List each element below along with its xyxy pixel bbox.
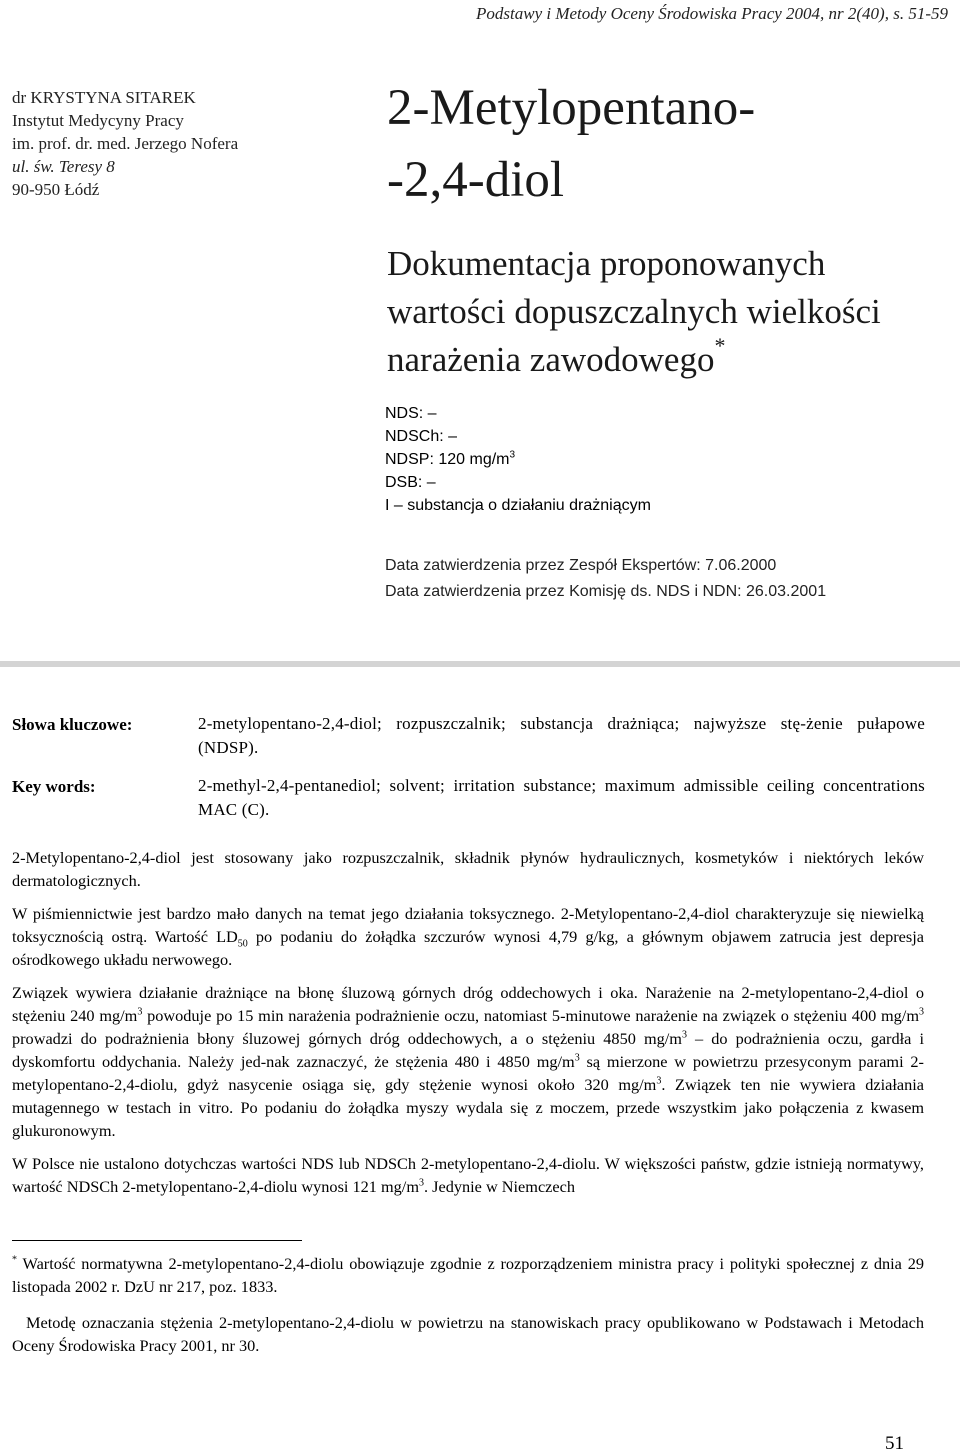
- paragraph-2-a: W piśmiennictwie jest bardzo mało danych na temat jego działania toksycznego. 2-Metylopentano-2,4-diol charakteryzuje się niewielką toksycznością ostrą. Wartość LD: [12, 904, 924, 946]
- paragraph-3-f: . Związek ten nie wywiera działania mutagennego w testach in vitro. Po podaniu do żołądka myszy wydala się z moczem, przede wszystkim jako połączenia z kwasem glukuronowym.: [12, 1075, 925, 1140]
- paragraph-3-a: Związek wywiera działanie drażniące na błonę śluzową górnych dróg oddechowych i oka. Narażenie na 2-metylopentano-2,4-diol o stężeniu 240 mg/m: [12, 983, 924, 1025]
- title-line-2: -2,4-diol: [387, 152, 565, 208]
- paragraph-3-d: – do podrażnienia oczu, gardła i dyskomfortu oddychania. Należy jed-nak zaznaczyć, że stężenia 480 i 4850 mg/m: [12, 1029, 924, 1071]
- author-institute: Instytut Medycyny Pracy: [12, 111, 184, 130]
- date-experts: Data zatwierdzenia przez Zespół Ekspertów: 7.06.2000: [385, 557, 777, 574]
- paragraph-4: [12, 1152, 924, 1198]
- paragraph-4-b: . Jedynie w Niemczech: [424, 1177, 575, 1196]
- exponent: 3: [137, 1006, 143, 1018]
- author-city: 90-950 Łódź: [12, 180, 100, 199]
- journal-header: Podstawy i Metody Oceny Środowiska Pracy 2004, nr 2(40), s. 51-59: [476, 4, 948, 23]
- exponent: 3: [919, 1006, 924, 1018]
- footnote-marker: *: [714, 333, 726, 358]
- ld50-subscript: 50: [237, 938, 248, 950]
- author-institute-name: im. prof. dr. med. Jerzego Nofera: [12, 134, 239, 153]
- exposure-limits: [385, 402, 651, 517]
- keywords-pl-text: 2-metylopentano-2,4-diol; rozpuszczalnik; substancja drażniąca; najwyższe stę-żenie pułapowe (NDSP).: [198, 714, 925, 757]
- approval-dates: [385, 553, 826, 605]
- subtitle-line-2: wartości dopuszczalnych wielkości: [387, 292, 881, 331]
- subtitle-line-3: [387, 333, 881, 384]
- paragraph-4-a: W Polsce nie ustalono dotychczas wartości NDS lub NDSCh 2-metylopentano-2,4-diolu. W większości państw, gdzie istnieją normatywy, wartość NDSCh 2-metylopentano-2,4-diolu wynosi 121 mg/m: [12, 1154, 924, 1196]
- limit-dsb: DSB: –: [385, 474, 436, 491]
- paragraph-2: [12, 902, 924, 971]
- footnote-1-marker: *: [12, 1254, 17, 1266]
- document-title: [387, 72, 755, 216]
- author-block: [12, 86, 238, 201]
- exponent: 3: [681, 1029, 687, 1041]
- footnote-1-text: Wartość normatywna 2-metylopentano-2,4-diolu obowiązuje zgodnie z rozporządzeniem ministra pracy i polityki społecznej z dnia 29 listopada 2002 r. DzU nr 217, poz. 1833.: [12, 1254, 924, 1296]
- keywords-pl-label: Słowa kluczowe:: [12, 715, 133, 734]
- limit-ndsp-text: NDSP: 120 mg/m: [385, 451, 510, 468]
- keywords-en-label: Key words:: [12, 777, 96, 796]
- keywords-en-text: 2-methyl-2,4-pentanediol; solvent; irritation substance; maximum admissible ceiling concentrations MAC (C).: [198, 776, 925, 819]
- paragraph-3-e: są mierzone w powietrzu przesyconym parami 2-metylopentano-2,4-diolu, gdyż nasycenie osiąga się, gdy stężenie wynosi około 320 mg/m: [12, 1052, 924, 1094]
- author-name: dr KRYSTYNA SITAREK: [12, 88, 196, 107]
- limit-ndsch: NDSCh: –: [385, 428, 458, 445]
- author-street: ul. św. Teresy 8: [12, 157, 115, 176]
- paragraph-3-b: powoduje po 15 min narażenia podrażnienie oczu, natomiast 5-minutowe narażenie na związek o stężeniu 400 mg/m: [142, 1006, 919, 1025]
- subtitle-line-3-text: narażenia zawodowego: [387, 340, 715, 379]
- footnote-2: Metodę oznaczania stężenia 2-metylopentano-2,4-diolu w powietrzu na stanowiskach pracy opublikowano w Podstawach i Metodach Oceny Środowiska Pracy 2001, nr 30.: [12, 1313, 924, 1355]
- page-number: 51: [885, 1433, 904, 1454]
- document-subtitle: [387, 240, 881, 384]
- footnote-separator: [12, 1240, 302, 1241]
- exponent: 3: [656, 1075, 662, 1087]
- paragraph-1: 2-Metylopentano-2,4-diol jest stosowany jako rozpuszczalnik, składnik płynów hydraulicznych, kosmetyków i niektórych leków dermatologicznych.: [12, 848, 924, 890]
- paragraph-3: [12, 981, 924, 1142]
- title-line-1: 2-Metylopentano-: [387, 80, 756, 136]
- footnote-1: [12, 1252, 924, 1298]
- limit-category: I – substancja o działaniu drażniącym: [385, 497, 651, 514]
- exponent: 3: [574, 1052, 580, 1064]
- paragraph-2-b: po podaniu do żołądka szczurów wynosi 4,79 g/kg, a głównym objawem zatrucia jest depresja ośrodkowego układu nerwowego.: [12, 927, 924, 969]
- date-commission: Data zatwierdzenia przez Komisję ds. NDS i NDN: 26.03.2001: [385, 583, 827, 600]
- limit-nds: NDS: –: [385, 405, 437, 422]
- exponent: 3: [419, 1177, 424, 1189]
- abstract-body: [12, 846, 924, 1208]
- limit-ndsp-exponent: 3: [509, 449, 516, 461]
- subtitle-line-1: Dokumentacja proponowanych: [387, 244, 826, 283]
- footnotes: [12, 1252, 924, 1370]
- limit-ndsp: [385, 448, 651, 471]
- section-divider: [0, 661, 960, 667]
- paragraph-3-c: prowadzi do podrażnienia błony śluzowej górnych dróg oddechowych, a o stężeniu 4850 mg/m: [12, 1029, 682, 1048]
